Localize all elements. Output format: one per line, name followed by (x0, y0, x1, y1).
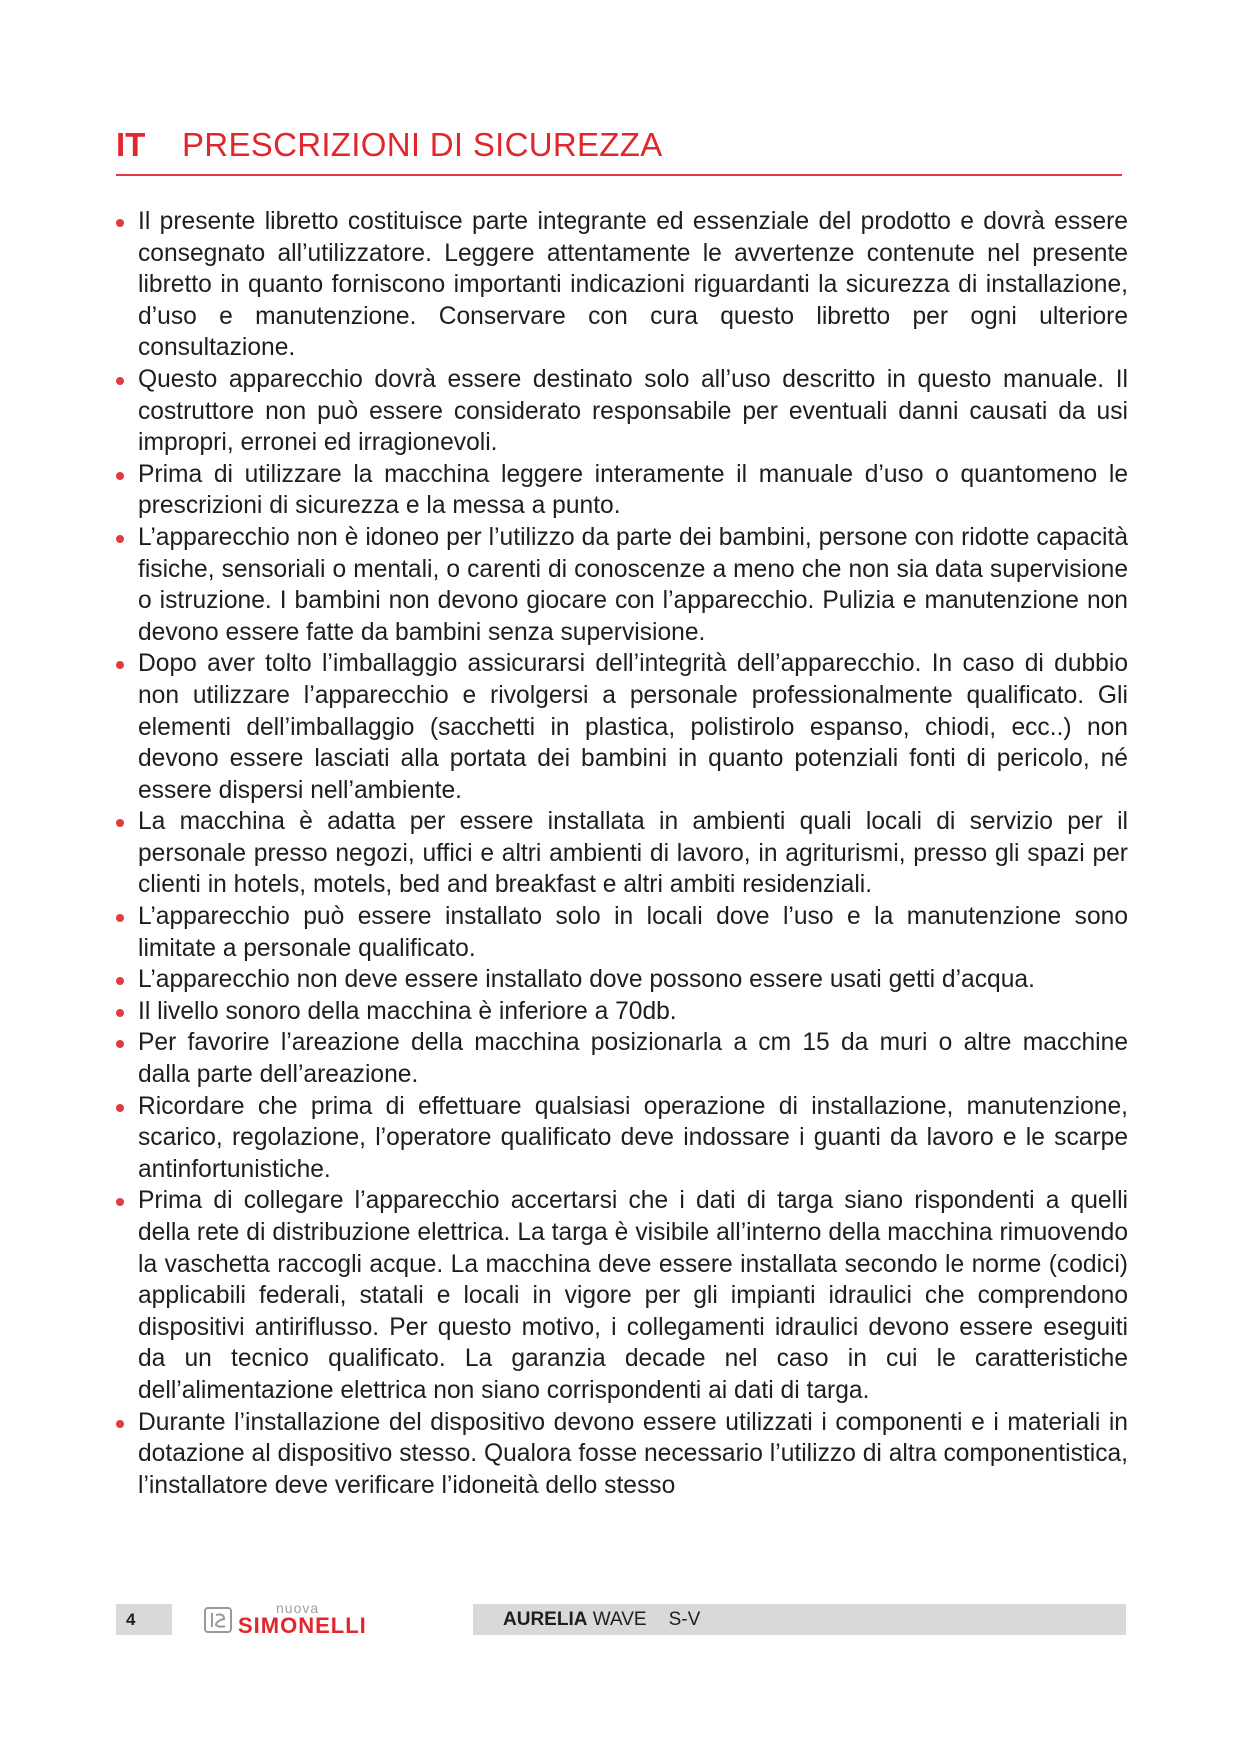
model-series: WAVE (592, 1609, 647, 1630)
section-header (116, 126, 1122, 176)
bullet-icon (116, 219, 124, 227)
page-number: 4 (116, 1604, 172, 1635)
bullet-icon (116, 977, 124, 985)
logo-nuova: nuova (276, 1600, 320, 1616)
bullet-icon (116, 1009, 124, 1017)
bullet-icon (116, 472, 124, 480)
list-item: Per favorire l’areazione della macchina posizionarla a cm 15 da muri o altre macchine dalla parte dell’areazione. (116, 1027, 1128, 1090)
safety-list (116, 206, 1128, 1501)
list-item: Prima di collegare l’apparecchio accertarsi che i dati di targa siano rispondenti a quelli della rete di distribuzione elettrica. La targa è visibile all’interno della macchina rimuovendo la vaschetta raccogli acque. La macchina deve essere installata secondo le norme (codici) applicabili federali, statali e locali in vigore per gli impianti idraulici che comprendono dispositivi antiriflusso. Per questo motivo, i collegamenti idraulici devono essere eseguiti da un tecnico qualificato. La garanzia decade nel caso in cui le caratteristiche dell’alimentazione elettrica non siano corrispondenti ai dati di targa. (116, 1185, 1128, 1406)
list-item: Ricordare che prima di effettuare qualsiasi operazione di installazione, manutenzione, scarico, regolazione, l’operatore qualificato deve indossare i guanti da lavoro e le scarpe antinfortunistiche. (116, 1091, 1128, 1186)
model-label (473, 1604, 1126, 1635)
bullet-icon (116, 661, 124, 669)
bullet-icon (116, 1420, 124, 1428)
list-item: Dopo aver tolto l’imballaggio assicurarsi dell’integrità dell’apparecchio. In caso di dubbio non utilizzare l’apparecchio e rivolgersi a personale professionalmente qualificato. Gli elementi dell’imballaggio (sacchetti in plastica, polistirolo espanso, chiodi, ecc..) non devono essere lasciati alla portata dei bambini in quanto potenziali fonti di pericolo, né essere dispersi nell’ambiente. (116, 648, 1128, 806)
list-item: Prima di utilizzare la macchina leggere interamente il manuale d’uso o quantomeno le prescrizioni di sicurezza e la messa a punto. (116, 459, 1128, 522)
list-item: La macchina è adatta per essere installata in ambienti quali locali di servizio per il personale presso negozi, uffici e altri ambienti di lavoro, in agriturismi, presso gli spazi per clienti in hotels, motels, bed and breakfast e altri ambiti residenziali. (116, 806, 1128, 901)
list-item: Durante l’installazione del dispositivo devono essere utilizzati i componenti e i materiali in dotazione al dispositivo stesso. Qualora fosse necessario l’utilizzo di altra componentistica, l’installatore deve verificare l’idoneità dello stesso (116, 1407, 1128, 1502)
list-item: Il livello sonoro della macchina è inferiore a 70db. (116, 996, 1128, 1028)
bullet-icon (116, 1198, 124, 1206)
simonelli-logo-icon (204, 1607, 232, 1633)
page-footer (116, 1600, 1126, 1638)
list-item: L’apparecchio non è idoneo per l’utilizzo da parte dei bambini, persone con ridotte capacità fisiche, sensoriali o mentali, o carenti di conoscenze a meno che non sia data supervisione o istruzione. I bambini non devono giocare con l’apparecchio. Pulizia e manutenzione non devono essere fatte da bambini senza supervisione. (116, 522, 1128, 648)
section-title: PRESCRIZIONI DI SICUREZZA (182, 126, 663, 163)
list-item: Il presente libretto costituisce parte integrante ed essenziale del prodotto e dovrà essere consegnato all’utilizzatore. Leggere attentamente le avvertenze contenute nel presente libretto in quanto forniscono importanti indicazioni riguardanti la sicurezza di installazione, d’uso e manutenzione. Conservare con cura questo libretto per ogni ulteriore consultazione. (116, 206, 1128, 364)
bullet-icon (116, 819, 124, 827)
list-item: Questo apparecchio dovrà essere destinato solo all’uso descritto in questo manuale. Il costruttore non può essere considerato responsabile per eventuali danni causati da usi impropri, erronei ed irragionevoli. (116, 364, 1128, 459)
model-name: AURELIA (503, 1609, 588, 1630)
model-variant: S-V (668, 1609, 701, 1630)
brand-logo (204, 1600, 428, 1638)
list-item: L’apparecchio non deve essere installato dove possono essere usati getti d’acqua. (116, 964, 1128, 996)
safety-list-container (116, 206, 1128, 1501)
list-item: L’apparecchio può essere installato solo in locali dove l’uso e la manutenzione sono limitate a personale qualificato. (116, 901, 1128, 964)
bullet-icon (116, 535, 124, 543)
bullet-icon (116, 1104, 124, 1112)
bullet-icon (116, 377, 124, 385)
bullet-icon (116, 914, 124, 922)
logo-brand: SIMONELLI (238, 1613, 367, 1638)
bullet-icon (116, 1040, 124, 1048)
language-code: IT (116, 126, 146, 163)
